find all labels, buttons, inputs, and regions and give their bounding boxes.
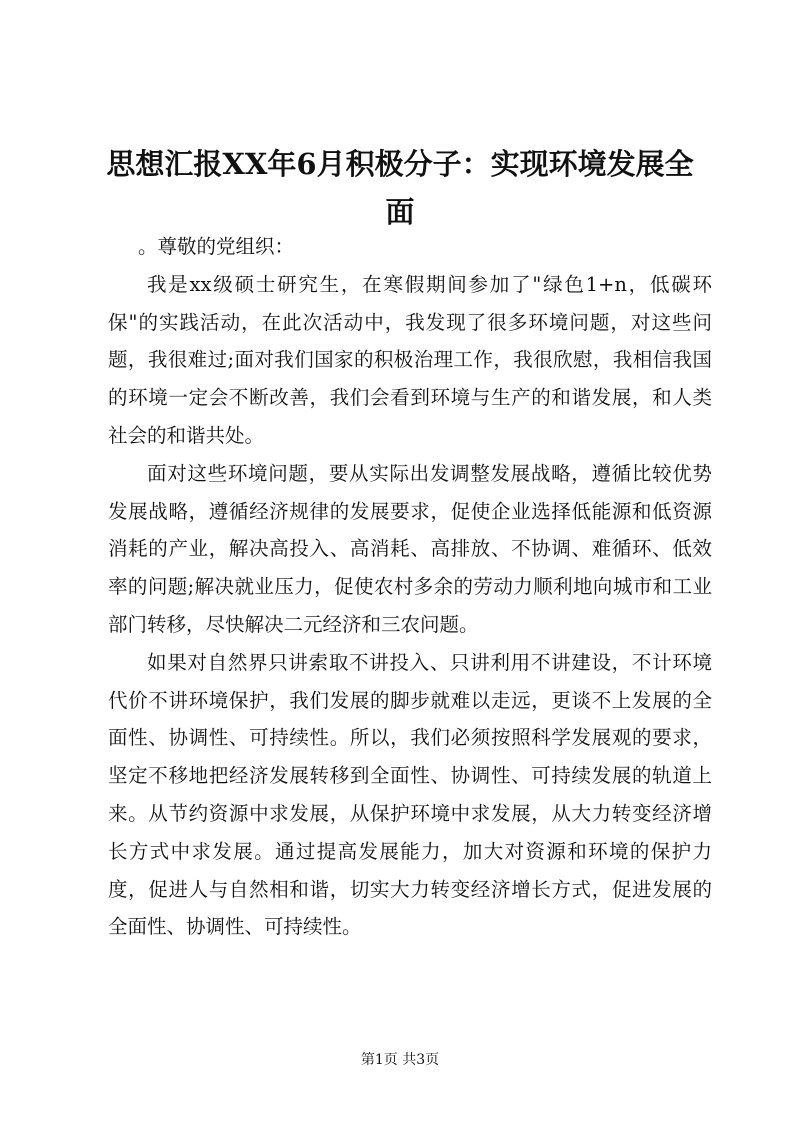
page-indicator: 第1页 共3页 (360, 1052, 440, 1068)
document-body (108, 228, 712, 946)
paragraph-1: 我是xx级硕士研究生，在寒假期间参加了"绿色1+n，低碳环保"的实践活动，在此次活动中，我发现了很多环境问题，对这些问题，我很难过;面对我们国家的积极治理工作，我很欣慰，我相信我国的环境一定会不断改善，我们会看到环境与生产的和谐发展，和人类社会的和谐共处。 (108, 272, 712, 447)
salutation: 。尊敬的党组织： (138, 235, 295, 258)
paragraph-3: 如果对自然界只讲索取不讲投入、只讲利用不讲建设，不计环境代价不讲环境保护，我们发展的脚步就难以走远，更谈不上发展的全面性、协调性、可持续性。所以，我们必须按照科学发展观的要求，坚定不移地把经济发展转移到全面性、协调性、可持续发展的轨道上来。从节约资源中求发展，从保护环境中求发展，从大力转变经济增长方式中求发展。通过提高发展能力，加大对资源和环境的保护力度，促进人与自然相和谐，切实大力转变经济增长方式，促进发展的全面性、协调性、可持续性。 (108, 650, 712, 939)
document-title: 思想汇报XX年6月积极分子：实现环境发展全面 (106, 147, 694, 229)
page-footer (0, 1050, 800, 1070)
paragraph-2: 面对这些环境问题，要从实际出发调整发展战略，遵循比较优势发展战略，遵循经济规律的发展要求，促使企业选择低能源和低资源消耗的产业，解决高投入、高消耗、高排放、不协调、难循环、低效率的问题;解决就业压力，促使农村多余的劳动力顺利地向城市和工业部门转移，尽快解决二元经济和三农问题。 (108, 461, 712, 636)
